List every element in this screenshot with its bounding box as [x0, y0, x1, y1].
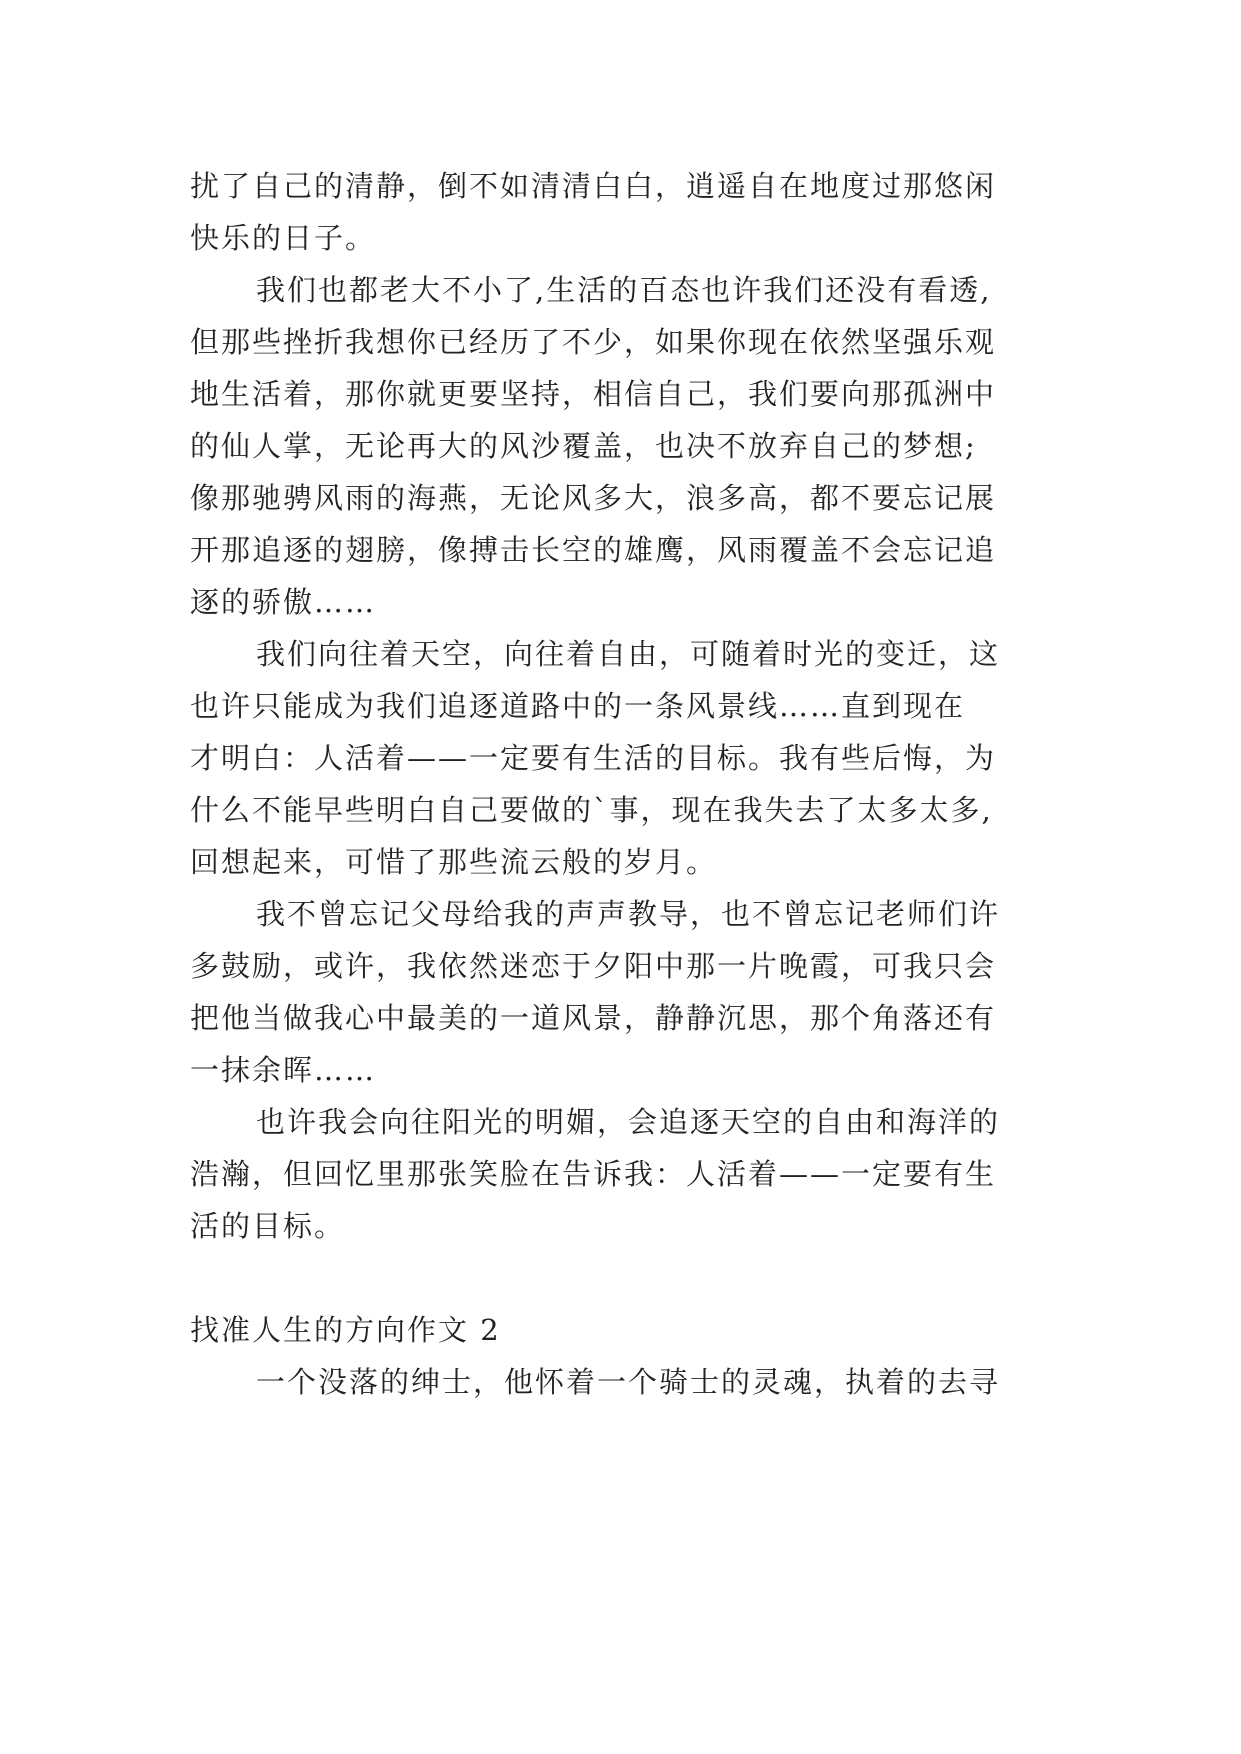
text-line: 才明白：人活着——一定要有生活的目标。我有些后悔，为: [190, 741, 997, 775]
text-line: 扰了自己的清静，倒不如清清白白，逍遥自在地度过那悠闲: [190, 169, 997, 203]
text-line: 什么不能早些明白自己要做的`事，现在我失去了太多太多,: [190, 793, 993, 827]
text-line: 地生活着，那你就更要坚持，相信自己，我们要向那孤洲中: [190, 377, 997, 411]
text-line: 活的目标。: [190, 1209, 346, 1243]
text-line: 把他当做我心中最美的一道风景，静静沉思，那个角落还有: [190, 1001, 997, 1035]
paragraph: [190, 1096, 1070, 1252]
text-line: 开那追逐的翅膀，像搏击长空的雄鹰，风雨覆盖不会忘记追: [190, 533, 997, 567]
text-line: 也许我会向往阳光的明媚，会追逐天空的自由和海洋的: [256, 1105, 1001, 1139]
document-body: [190, 160, 1070, 1408]
text-line: 但那些挫折我想你已经历了不少，如果你现在依然坚强乐观: [190, 325, 997, 359]
paragraph: [190, 628, 1070, 888]
text-line: 一个没落的绅士，他怀着一个骑士的灵魂，执着的去寻: [256, 1365, 1001, 1399]
text-line: 我们向往着天空，向往着自由，可随着时光的变迁，这: [256, 637, 1001, 671]
text-line: 多鼓励，或许，我依然迷恋于夕阳中那一片晚霞，可我只会: [190, 949, 997, 983]
section-title: 找准人生的方向作文 2: [190, 1313, 501, 1347]
text-line: 逐的骄傲……: [190, 585, 377, 619]
paragraph: [190, 264, 1070, 628]
paragraph-spacer: [190, 1252, 1070, 1304]
paragraph: [190, 888, 1070, 1096]
paragraph: [190, 1356, 1070, 1408]
text-line: 回想起来，可惜了那些流云般的岁月。: [190, 845, 718, 879]
text-line: 也许只能成为我们追逐道路中的一条风景线……直到现在: [190, 689, 966, 723]
text-line: 快乐的日子。: [190, 221, 377, 255]
text-line: 的仙人掌，无论再大的风沙覆盖，也决不放弃自己的梦想;: [190, 429, 977, 463]
text-line: 我们也都老大不小了,生活的百态也许我们还没有看透,: [256, 273, 992, 307]
paragraph-continuation: [190, 160, 1070, 264]
text-line: 一抹余晖……: [190, 1053, 377, 1087]
text-line: 浩瀚，但回忆里那张笑脸在告诉我：人活着——一定要有生: [190, 1157, 997, 1191]
text-line: 我不曾忘记父母给我的声声教导，也不曾忘记老师们许: [256, 897, 1001, 931]
text-line: 像那驰骋风雨的海燕，无论风多大，浪多高，都不要忘记展: [190, 481, 997, 515]
